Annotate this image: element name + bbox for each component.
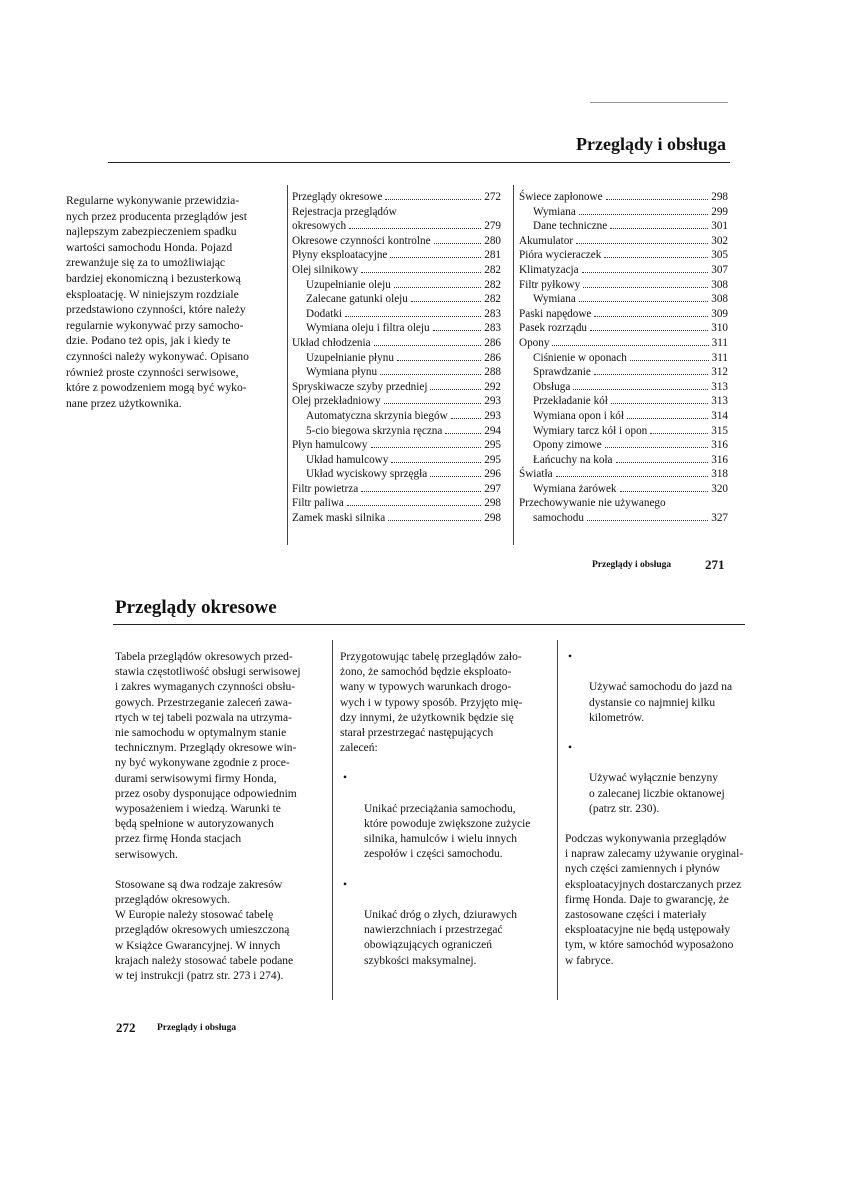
toc-entry xyxy=(292,307,501,322)
toc-entry-label: Filtr pyłkowy xyxy=(519,278,581,291)
toc-entry xyxy=(292,248,501,263)
page-number: 271 xyxy=(705,557,725,572)
toc-entry-page: 307 xyxy=(711,263,728,276)
toc-column-1 xyxy=(292,190,501,526)
toc-entry-page: 312 xyxy=(711,366,728,379)
toc-entry xyxy=(519,234,728,249)
toc-entry-label: Układ chłodzenia xyxy=(292,336,371,349)
toc-leader-dots xyxy=(610,219,708,229)
toc-entry-page: 320 xyxy=(711,482,728,495)
toc-leader-dots xyxy=(361,482,481,492)
toc-divider-2 xyxy=(513,185,514,545)
toc-entry-page: 302 xyxy=(711,234,728,247)
toc-entry-page: 295 xyxy=(484,453,501,466)
toc-leader-dots xyxy=(388,511,481,521)
column-divider-2 xyxy=(557,640,558,1000)
toc-leader-dots xyxy=(576,234,708,244)
toc-entry-page: 281 xyxy=(484,249,501,262)
toc-leader-dots xyxy=(650,424,708,434)
toc-entry-page: 311 xyxy=(711,351,728,364)
toc-entry-label: Zamek maski silnika xyxy=(292,512,386,525)
toc-entry xyxy=(292,219,501,234)
toc-entry-page: 309 xyxy=(711,307,728,320)
toc-entry-label: Przeglądy okresowe xyxy=(292,191,383,203)
toc-entry-label: Obsługa xyxy=(533,380,571,393)
toc-entry-page: 316 xyxy=(711,453,728,466)
toc-entry-label: Wymiana xyxy=(533,293,576,306)
toc-entry xyxy=(292,365,501,380)
toc-entry-label: Zalecane gatunki oleju xyxy=(306,293,408,306)
toc-leader-dots xyxy=(611,394,708,404)
column-3 xyxy=(565,650,775,984)
chapter-intro: Regularne wykonywanie przewidzia- nych przez producenta przeglądów jest najlepszym zabezpieczeniem spadku wartości samochodu Honda. Pojazd zrewanżuje się za to umożliwiając bardziej ekonomiczną i bezusterkową eksploatację. W niniejszym rozdziale przedstawiono czynności, które należy regularnie wykonywać przy samocho- dzie. Podano też opis, jak i kiedy te czynności należy wykonywać. Opisano również proste czynności serwisowe, które z powodzeniem mogą być wyko- nane przez użytkownika. xyxy=(66,194,249,410)
toc-leader-dots xyxy=(394,278,481,288)
toc-entry-label: Pióra wycieraczek xyxy=(519,249,602,262)
toc-leader-dots xyxy=(391,453,481,463)
toc-entry xyxy=(519,278,728,293)
toc-leader-dots xyxy=(347,496,481,506)
toc-entry-label: Olej silnikowy xyxy=(292,263,359,276)
toc-leader-dots xyxy=(604,248,708,258)
toc-entry-label: Płyny eksploatacyjne xyxy=(292,249,388,262)
toc-leader-dots xyxy=(380,365,481,375)
toc-entry-label: Układ wyciskowy sprzęgła xyxy=(306,468,428,481)
toc-leader-dots xyxy=(430,380,481,390)
toc-leader-dots xyxy=(451,409,482,419)
toc-entry-label: Wymiana opon i kół xyxy=(533,409,624,422)
toc-entry-page: 298 xyxy=(711,191,728,203)
paragraph: Przygotowując tabelę przeglądów zało- żono, że samochód będzie eksploato- wany w typowych warunkach drogo- wych i w typowy sposób. Przyjęto mię- dzy innymi, że użytkownik będzie się starał przestrzegać następujących zaleceń: xyxy=(340,651,523,755)
toc-leader-dots xyxy=(390,248,481,258)
toc-entry xyxy=(519,205,728,220)
toc-leader-dots xyxy=(582,263,709,273)
toc-leader-dots xyxy=(573,380,708,390)
toc-entry-page: 283 xyxy=(484,322,501,335)
toc-entry-label: Akumulator xyxy=(519,234,574,247)
toc-leader-dots xyxy=(605,438,709,448)
toc-leader-dots xyxy=(433,321,482,331)
toc-leader-dots xyxy=(630,351,709,361)
toc-entry-label: Świece zapłonowe xyxy=(519,191,603,203)
toc-entry-label: Uzupełnianie oleju xyxy=(306,278,391,291)
toc-entry xyxy=(519,292,728,307)
toc-entry-page: 308 xyxy=(711,293,728,306)
bullet-item xyxy=(565,741,775,817)
toc-leader-dots xyxy=(345,307,481,317)
toc-entry xyxy=(292,438,501,453)
toc-leader-dots xyxy=(374,336,482,346)
bullet-text: Unikać dróg o złych, dziurawych nawierzchniach i przestrzegać obowiązujących ograniczeń szybkości maksymalnej. xyxy=(364,909,517,967)
toc-entry xyxy=(519,336,728,351)
toc-entry xyxy=(519,467,728,482)
toc-entry xyxy=(292,263,501,278)
toc-column-2 xyxy=(519,190,728,526)
toc-leader-dots xyxy=(627,409,708,419)
toc-leader-dots xyxy=(434,234,482,244)
toc-entry-label: Klimatyzacja xyxy=(519,263,579,276)
column-divider-1 xyxy=(332,640,333,1000)
paragraph: Tabela przeglądów okresowych przed- stawia częstotliwość obsługi serwisowej i zakres wymaganych czynności obsłu- gowych. Przestrzeganie zaleceń zawa- rtych w tej tabeli pozwala na utrzyma- nie samochodu w optymalnym stanie technicznym. Przeglądy okresowe win- ny być wykonywane zgodnie z proce- durami serwisowymi firmy Honda, przez osoby dysponujące odpowiednim wyposażeniem i wiedzą. Warunki te będą spełnione w autoryzowanych przez firmę Honda stacjach serwisowych. xyxy=(115,651,301,861)
toc-entry-label: Wymiana płynu xyxy=(306,366,378,379)
toc-entry xyxy=(519,511,728,526)
toc-entry xyxy=(292,278,501,293)
paragraph: Stosowane są dwa rodzaje zakresów przeglądów okresowych. W Europie należy stosować tabelę przeglądów okresowych umieszczoną w Książce Gwarancyjnej. W innych krajach należy stosować tabele podane w tej instrukcji (patrz str. 273 i 274). xyxy=(115,878,294,983)
toc-leader-dots xyxy=(430,467,481,477)
toc-entry-page: 295 xyxy=(484,439,501,452)
toc-entry-label: Układ hamulcowy xyxy=(306,453,389,466)
toc-leader-dots xyxy=(616,453,709,463)
toc-entry-page: 305 xyxy=(711,249,728,262)
toc-entry xyxy=(292,205,501,220)
toc-entry-label: samochodu xyxy=(533,512,584,525)
toc-entry-page: 299 xyxy=(711,205,728,218)
toc-entry-label: Wymiana xyxy=(533,205,576,218)
page-title: Przeglądy i obsługa xyxy=(575,134,726,154)
toc-entry-label: Łańcuchy na koła xyxy=(533,453,613,466)
toc-entry-page: 316 xyxy=(711,439,728,452)
toc-entry xyxy=(292,424,501,439)
toc-entry-page: 286 xyxy=(484,336,501,349)
toc-entry xyxy=(292,409,501,424)
toc-entry-page: 313 xyxy=(711,380,728,393)
toc-entry-label: Przechowywanie nie używanego xyxy=(519,497,666,510)
title-rule xyxy=(108,162,730,163)
bullet-text: Unikać przeciążania samochodu, które powoduje zwiększone zużycie silnika, hamulców i wielu innych zespołów i części samochodu. xyxy=(364,802,531,861)
toc-leader-dots xyxy=(606,190,709,200)
toc-entry-label: Automatyczna skrzynia biegów xyxy=(306,409,448,422)
toc-entry-page: 310 xyxy=(711,322,728,335)
toc-entry-page: 314 xyxy=(711,409,728,422)
toc-entry-page: 282 xyxy=(484,278,501,291)
toc-leader-dots xyxy=(361,263,481,273)
toc-entry xyxy=(519,482,728,497)
page-number: 272 xyxy=(116,1020,136,1035)
toc-entry-page: 298 xyxy=(484,497,501,510)
toc-entry-label: Pasek rozrządu xyxy=(519,322,588,335)
bullet-item xyxy=(565,650,775,726)
toc-entry xyxy=(292,336,501,351)
toc-entry xyxy=(292,394,501,409)
toc-entry-page: 308 xyxy=(711,278,728,291)
toc-entry xyxy=(519,263,728,278)
toc-entry-page: 292 xyxy=(484,380,501,393)
toc-entry-label: Spryskiwacze szyby przedniej xyxy=(292,380,428,393)
toc-entry-label: Światła xyxy=(519,468,553,481)
toc-entry-label: Przekładanie kół xyxy=(533,395,608,408)
toc-divider-1 xyxy=(287,185,288,545)
toc-leader-dots xyxy=(583,278,708,288)
toc-entry-label: Wymiana oleju i filtra oleju xyxy=(306,322,430,335)
toc-leader-dots xyxy=(371,438,482,448)
toc-entry-page: 313 xyxy=(711,395,728,408)
bullet-icon: • xyxy=(343,878,348,891)
toc-leader-dots xyxy=(587,511,708,521)
toc-entry xyxy=(519,409,728,424)
toc-entry-page: 293 xyxy=(484,409,501,422)
toc-entry-page: 279 xyxy=(484,220,501,233)
toc-leader-dots xyxy=(385,190,481,200)
bullet-item xyxy=(340,878,552,969)
toc-entry-page: 282 xyxy=(484,263,501,276)
toc-leader-dots xyxy=(556,467,709,477)
toc-entry-page: 272 xyxy=(484,191,501,203)
toc-entry-label: Ciśnienie w oponach xyxy=(533,351,627,364)
section-heading: Przeglądy okresowe xyxy=(115,597,277,618)
toc-entry xyxy=(519,380,728,395)
bullet-text: Używać samochodu do jazd na dystansie co najmniej kilku kilometrów. xyxy=(589,681,733,724)
bullet-text: Używać wyłącznie benzyny o zalecanej liczbie oktanowej (patrz str. 230). xyxy=(589,772,725,815)
toc-entry xyxy=(292,482,501,497)
toc-entry-page: 311 xyxy=(711,336,728,349)
toc-entry-page: 315 xyxy=(711,424,728,437)
toc-entry-page: 280 xyxy=(484,234,501,247)
toc-entry-page: 288 xyxy=(484,366,501,379)
toc-leader-dots xyxy=(594,365,708,375)
toc-entry-page: 293 xyxy=(484,395,501,408)
toc-entry-page: 327 xyxy=(711,512,728,525)
toc-leader-dots xyxy=(590,321,708,331)
toc-leader-dots xyxy=(579,292,708,302)
toc-entry xyxy=(292,190,501,205)
toc-entry-label: Uzupełnianie płynu xyxy=(306,351,394,364)
toc-entry-label: Paski napędowe xyxy=(519,307,592,320)
toc-entry xyxy=(519,365,728,380)
toc-entry-label: Olej przekładniowy xyxy=(292,395,381,408)
toc-entry xyxy=(292,496,501,511)
toc-leader-dots xyxy=(620,482,709,492)
column-1 xyxy=(115,650,327,999)
toc-entry-page: 301 xyxy=(711,220,728,233)
toc-entry xyxy=(292,511,501,526)
toc-entry xyxy=(519,496,728,511)
toc-leader-dots xyxy=(552,336,708,346)
toc-entry xyxy=(292,351,501,366)
toc-entry-label: Opony zimowe xyxy=(533,439,602,452)
paragraph: Podczas wykonywania przeglądów i napraw zalecamy używanie oryginal- nych części zamiennych i płynów eksploatacyjnych dostarczanych przez firmę Honda. Daje to gwarancję, że zastosowane części i materiały eksploatacyjne nie będą ustępowały tym, w które samochód wyposażono w fabryce. xyxy=(565,833,744,967)
toc-entry-label: Dodatki xyxy=(306,307,343,320)
toc-leader-dots xyxy=(445,424,481,434)
column-2 xyxy=(340,650,552,984)
toc-entry-page: 298 xyxy=(484,512,501,525)
toc-entry-label: okresowych xyxy=(292,220,347,233)
top-rule xyxy=(590,102,728,103)
running-footer-title: Przeglądy i obsługa xyxy=(592,560,672,570)
running-footer-title: Przeglądy i obsługa xyxy=(157,1023,237,1033)
toc-entry xyxy=(519,424,728,439)
toc-entry xyxy=(292,467,501,482)
toc-entry xyxy=(519,219,728,234)
toc-entry xyxy=(292,321,501,336)
toc-entry-page: 294 xyxy=(484,424,501,437)
toc-entry-page: 286 xyxy=(484,351,501,364)
bullet-icon: • xyxy=(568,742,573,755)
toc-entry-page: 318 xyxy=(711,468,728,481)
toc-entry-label: Okresowe czynności kontrolne xyxy=(292,234,431,247)
toc-entry-label: Płyn hamulcowy xyxy=(292,439,368,452)
toc-entry-label: Filtr paliwa xyxy=(292,497,344,510)
bullet-icon: • xyxy=(343,772,348,785)
toc-entry xyxy=(519,307,728,322)
toc-entry-label: Rejestracja przeglądów xyxy=(292,205,397,218)
toc-entry xyxy=(292,234,501,249)
toc-leader-dots xyxy=(579,205,708,215)
toc-entry-page: 282 xyxy=(484,293,501,306)
section-rule xyxy=(113,624,745,625)
toc-entry-page: 297 xyxy=(484,482,501,495)
toc-entry-label: Dane techniczne xyxy=(533,220,608,233)
toc-entry xyxy=(519,394,728,409)
toc-leader-dots xyxy=(397,351,481,361)
toc-entry xyxy=(292,453,501,468)
toc-entry xyxy=(519,190,728,205)
toc-leader-dots xyxy=(594,307,708,317)
toc-entry-label: 5-cio biegowa skrzynia ręczna xyxy=(306,424,443,437)
toc-leader-dots xyxy=(384,394,482,404)
toc-entry-label: Wymiana żarówek xyxy=(533,482,617,495)
toc-entry xyxy=(519,321,728,336)
toc-entry xyxy=(519,453,728,468)
toc-entry xyxy=(292,292,501,307)
bullet-item xyxy=(340,771,552,862)
toc-entry-page: 296 xyxy=(484,468,501,481)
toc-entry-label: Opony xyxy=(519,336,550,349)
toc-entry xyxy=(519,351,728,366)
toc-entry-page: 283 xyxy=(484,307,501,320)
bullet-icon: • xyxy=(568,651,573,663)
toc-entry-label: Filtr powietrza xyxy=(292,482,359,495)
toc-entry xyxy=(519,248,728,263)
toc-leader-dots xyxy=(411,292,481,302)
toc-entry-label: Sprawdzanie xyxy=(533,366,591,379)
toc-leader-dots xyxy=(349,219,481,229)
toc-entry xyxy=(519,438,728,453)
toc-entry-label: Wymiary tarcz kół i opon xyxy=(533,424,648,437)
toc-entry xyxy=(292,380,501,395)
